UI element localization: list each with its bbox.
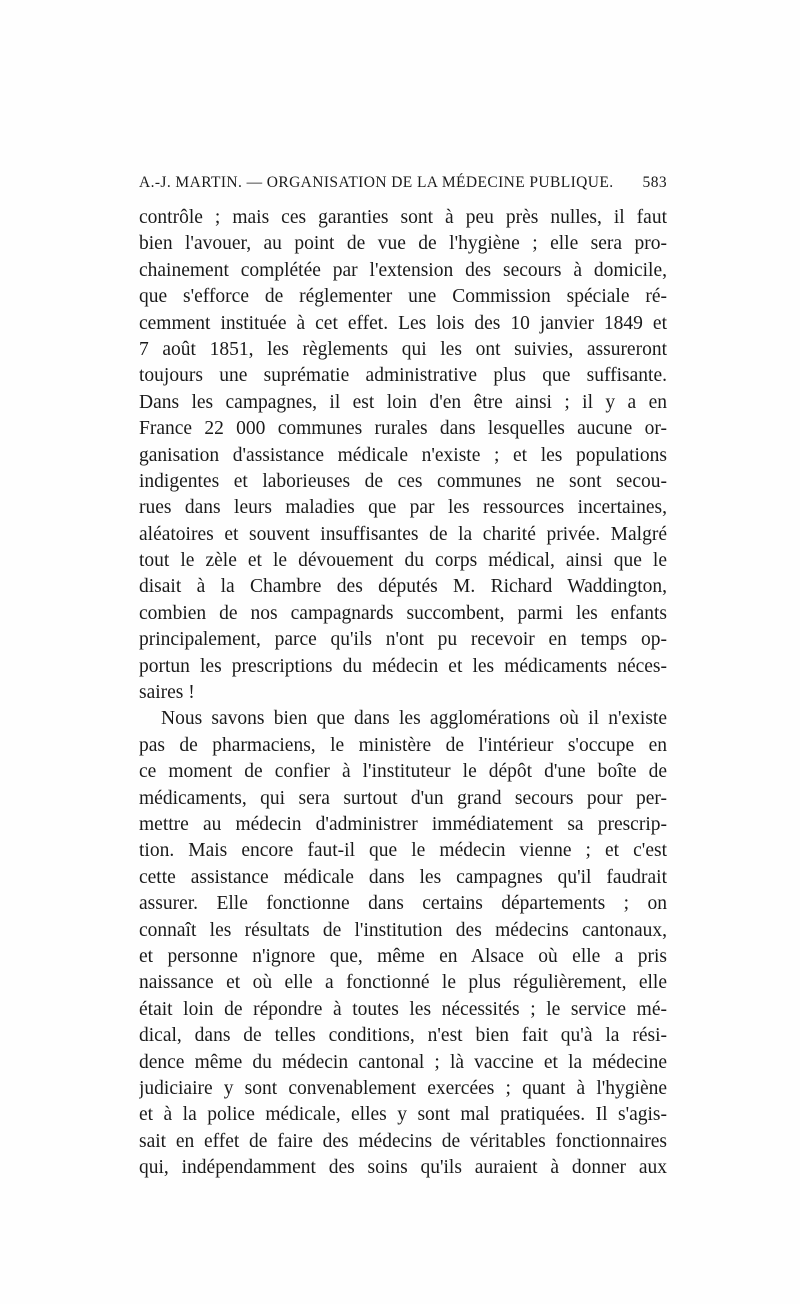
text-line: toujours une suprématie administrative plus que suffisante.	[139, 365, 667, 387]
text-line: portun les prescriptions du médecin et les médicaments néces-	[139, 655, 667, 677]
text-line: principalement, parce qu'ils n'ont pu recevoir en temps op-	[139, 629, 667, 651]
text-line: assurer. Elle fonctionne dans certains départements ; on	[139, 893, 667, 915]
text-line: était loin de répondre à toutes les nécessités ; le service mé-	[139, 998, 667, 1020]
text-line: indigentes et laborieuses de ces communes ne sont secou-	[139, 470, 667, 492]
text-line: France 22 000 communes rurales dans lesquelles aucune or-	[139, 418, 667, 440]
text-line: rues dans leurs maladies que par les ressources incertaines,	[139, 497, 667, 519]
text-line: médicaments, qui sera surtout d'un grand secours pour per-	[139, 787, 667, 809]
body-text	[139, 205, 667, 1181]
text-line: 7 août 1851, les règlements qui les ont suivies, assureront	[139, 338, 667, 360]
text-line: naissance et où elle a fonctionné le plus régulièrement, elle	[139, 972, 667, 994]
text-line: contrôle ; mais ces garanties sont à peu près nulles, il faut	[139, 207, 667, 228]
text-line: dical, dans de telles conditions, n'est bien fait qu'à la rési-	[139, 1025, 667, 1047]
page-number: 583	[642, 174, 667, 191]
text-line: Dans les campagnes, il est loin d'en être ainsi ; il y a en	[139, 391, 667, 413]
text-line: dence même du médecin cantonal ; là vaccine et la médecine	[139, 1051, 667, 1073]
paragraph-end-line: saires !	[139, 682, 195, 704]
text-line: sait en effet de faire des médecins de véritables fonctionnaires	[139, 1130, 667, 1152]
text-line: ganisation d'assistance médicale n'existe ; et les populations	[139, 444, 667, 466]
text-line: combien de nos campagnards succombent, parmi les enfants	[139, 602, 667, 624]
text-line: pas de pharmaciens, le ministère de l'intérieur s'occupe en	[139, 734, 667, 756]
text-line: disait à la Chambre des députés M. Richard Waddington,	[139, 576, 667, 598]
text-line: cette assistance médicale dans les campagnes qu'il faudrait	[139, 866, 667, 888]
text-line: cemment instituée à cet effet. Les lois des 10 janvier 1849 et	[139, 312, 667, 334]
text-line: connaît les résultats de l'institution des médecins cantonaux,	[139, 919, 667, 941]
text-line: mettre au médecin d'administrer immédiatement sa prescrip-	[139, 813, 667, 835]
text-line: tout le zèle et le dévouement du corps médical, ainsi que le	[139, 550, 667, 572]
text-line: et personne n'ignore que, même en Alsace où elle a pris	[139, 945, 667, 967]
text-line: que s'efforce de réglementer une Commission spéciale ré-	[139, 286, 667, 308]
text-line: bien l'avouer, au point de vue de l'hygiène ; elle sera pro-	[139, 233, 667, 255]
text-line: tion. Mais encore faut-il que le médecin vienne ; et c'est	[139, 840, 667, 862]
text-line: aléatoires et souvent insuffisantes de la charité privée. Malgré	[139, 523, 667, 545]
text-line: et à la police médicale, elles y sont mal pratiquées. Il s'agis-	[139, 1104, 667, 1126]
paragraph-start-line: Nous savons bien que dans les agglomérations où il n'existe	[161, 708, 667, 730]
text-line: ce moment de confier à l'instituteur le dépôt d'une boîte de	[139, 761, 667, 783]
running-head-title: A.-J. MARTIN. — ORGANISATION DE LA MÉDECINE PUBLIQUE.	[139, 174, 614, 191]
text-line: qui, indépendamment des soins qu'ils auraient à donner aux	[139, 1157, 667, 1179]
text-line: judiciaire y sont convenablement exercées ; quant à l'hygiène	[139, 1077, 667, 1099]
text-line: chainement complétée par l'extension des secours à domicile,	[139, 259, 667, 281]
